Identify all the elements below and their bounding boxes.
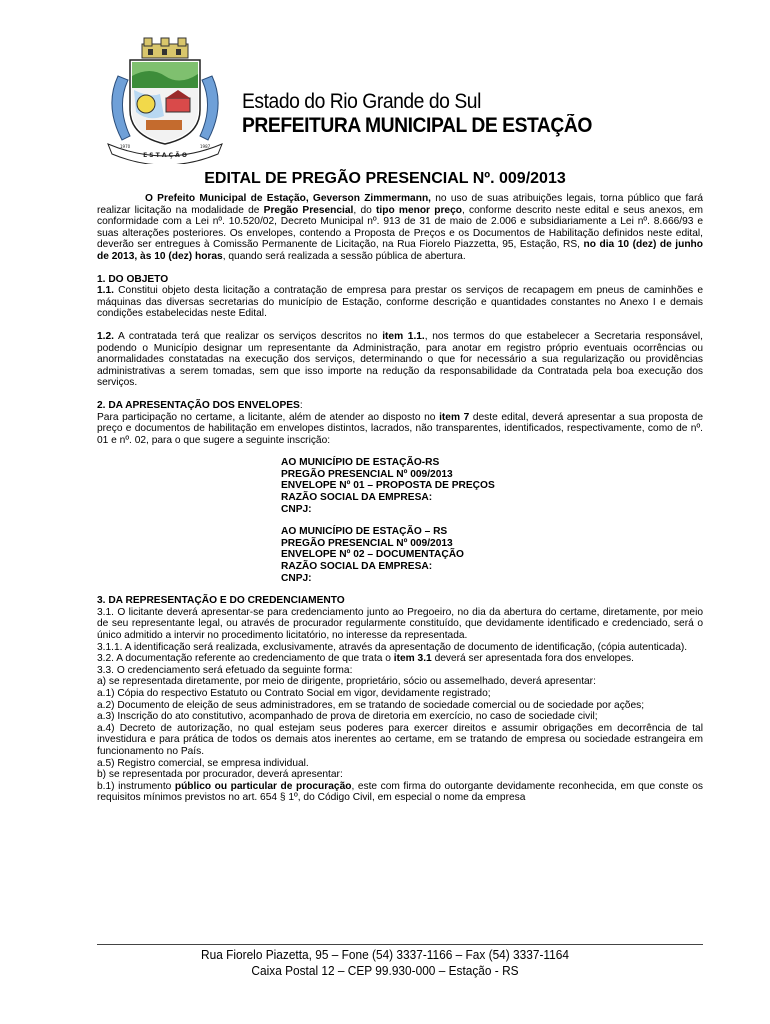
- document-title: EDITAL DE PREGÃO PRESENCIAL Nº. 009/2013: [204, 170, 566, 187]
- footer-address: Rua Fiorelo Piazetta, 95 – Fone (54) 3337-1166 – Fax (54) 3337-1164: [201, 948, 569, 962]
- footer-postal: Caixa Postal 12 – CEP 99.930-000 – Estação - RS: [251, 964, 519, 978]
- footer-divider: [97, 944, 703, 945]
- item-b: b) se representada por procurador, deverá apresentar:: [97, 769, 343, 781]
- state-name: Estado do Rio Grande do Sul: [242, 90, 481, 113]
- item-3-2: 3.2. A documentação referente ao credenciamento de que trata o item 3.1 deverá ser apresentada fora dos envelopes.: [97, 653, 634, 665]
- crest-year-right: 1987: [200, 144, 211, 149]
- envelope-1-inscription: AO MUNICÍPIO DE ESTAÇÃO-RS PREGÃO PRESENCIAL Nº 009/2013 ENVELOPE Nº 01 – PROPOSTA DE PREÇOS RAZÃO SOCIAL DA EMPRESA: CNPJ:: [281, 457, 495, 515]
- item-a2: a.2) Documento de eleição de seus administradores, em se tratando de sociedade comercial ou de sociedade por ações;: [97, 699, 645, 711]
- item-a5: a.5) Registro comercial, se empresa individual.: [97, 757, 309, 769]
- item-a: a) se representada diretamente, por meio de dirigente, proprietário, sócio ou assemelhado, deverá apresentar:: [97, 676, 596, 688]
- municipal-crest-logo: [100, 36, 230, 164]
- item-1-1: 1.1. Constitui objeto desta licitação a contratação de empresa para prestar os serviços de recapagem em pneus de caminhões e máquinas das diversas secretarias do município de Estação, conforme descrição e quantidades constantes no Anexo I e demais condições estabelecidas neste Edital.: [97, 285, 703, 320]
- item-3-1-1: 3.1.1. A identificação será realizada, exclusivamente, através da apresentação de documento de identificação, (cópia autenticada).: [97, 641, 688, 653]
- item-b1: b.1) instrumento público ou particular de procuração, este com firma do outorgante devidamente reconhecida, em que conste os requisitos mínimos previstos no art. 654 § 1º, do Código Civil, em especial o nome da empresa: [97, 780, 703, 804]
- item-a4: a.4) Decreto de autorização, no qual estejam seus poderes para exercer direitos e assumir obrigações em decorrência de tal investidura e para prática de todos os demais atos inerentes ao certame, em se tratando de empresa ou sociedade estrangeira em funcionamento no País.: [97, 722, 703, 757]
- prefecture-name: PREFEITURA MUNICIPAL DE ESTAÇÃO: [242, 114, 592, 137]
- item-3-3: 3.3. O credenciamento será efetuado da seguinte forma:: [97, 664, 353, 676]
- crest-year-left: 1970: [120, 144, 131, 149]
- section-1-heading: 1. DO OBJETO: [97, 273, 169, 285]
- section-2-paragraph: Para participação no certame, a licitante, além de atender ao disposto no item 7 deste edital, deverá apresentar a sua proposta de preço e documentos de habilitação em envelopes distintos, lacrados, não transparentes, identificados, respectivamente, como de nº. 01 e nº. 02, para o que sugere a seguinte inscrição:: [97, 411, 703, 446]
- crown-icon: [142, 38, 188, 58]
- section-3-heading: 3. DA REPRESENTAÇÃO E DO CREDENCIAMENTO: [97, 595, 345, 607]
- intro-paragraph: O Prefeito Municipal de Estação, Geverson Zimmermann, no uso de suas atribuições legais, torna público que fará realizar licitação na modalidade de Pregão Presencial, do tipo menor preço, conforme descrito neste edital e seus anexos, em conformidade com a Lei nº. 10.520/02, Decreto Municipal nº. 913 de 31 de maio de 2.006 e subsidiariamente a Lei nº. 8.666/93 e suas alterações posteriores. Os envelopes, contendo a Proposta de Preços e os Documentos de Habilitação definidos neste edital, deverão ser entregues à Comissão Permanente de Licitação, na Rua Fiorelo Piazzetta, 95, Estação, RS, no dia 10 (dez) de junho de 2013, às 10 (dez) horas, quando será realizada a sessão pública de abertura.: [97, 193, 704, 262]
- envelope-2-inscription: AO MUNICÍPIO DE ESTAÇÃO – RS PREGÃO PRESENCIAL Nº 009/2013 ENVELOPE Nº 02 – DOCUMENTAÇÃO RAZÃO SOCIAL DA EMPRESA: CNPJ:: [281, 526, 464, 584]
- item-a1: a.1) Cópia do respectivo Estatuto ou Contrato Social em vigor, devidamente registrado;: [97, 687, 491, 699]
- crest-banner-text: E S T A Ç Ã O: [143, 152, 187, 159]
- item-3-1: 3.1. O licitante deverá apresentar-se para credenciamento junto ao Pregoeiro, no dia da abertura do certame, diretamente, por meio de seu representante legal, ou através de procurador regularmente constituído, que devidamente identificado e credenciado, será o único admitido a intervir no procedimento licitatório, no interesse da representada.: [97, 606, 703, 641]
- item-1-2: 1.2. A contratada terá que realizar os serviços descritos no item 1.1., nos termos do que estabelecer a Secretaria responsável, podendo o Município designar um representante da Administração, para anotar em registro próprio eventuais ocorrências ou anormalidades constatadas na execução dos serviços, determinando o que for necessário a sua regularização ou providências administrativas a serem tomadas, sem que isso importe na redução da responsabilidade da Contratada pela boa execução dos serviços.: [97, 330, 703, 389]
- document-body: [97, 193, 703, 804]
- section-2-heading: 2. DA APRESENTAÇÃO DOS ENVELOPES:: [97, 399, 303, 411]
- item-a3: a.3) Inscrição do ato constitutivo, acompanhado de prova de diretoria em exercício, no caso de sociedade civil;: [97, 711, 598, 723]
